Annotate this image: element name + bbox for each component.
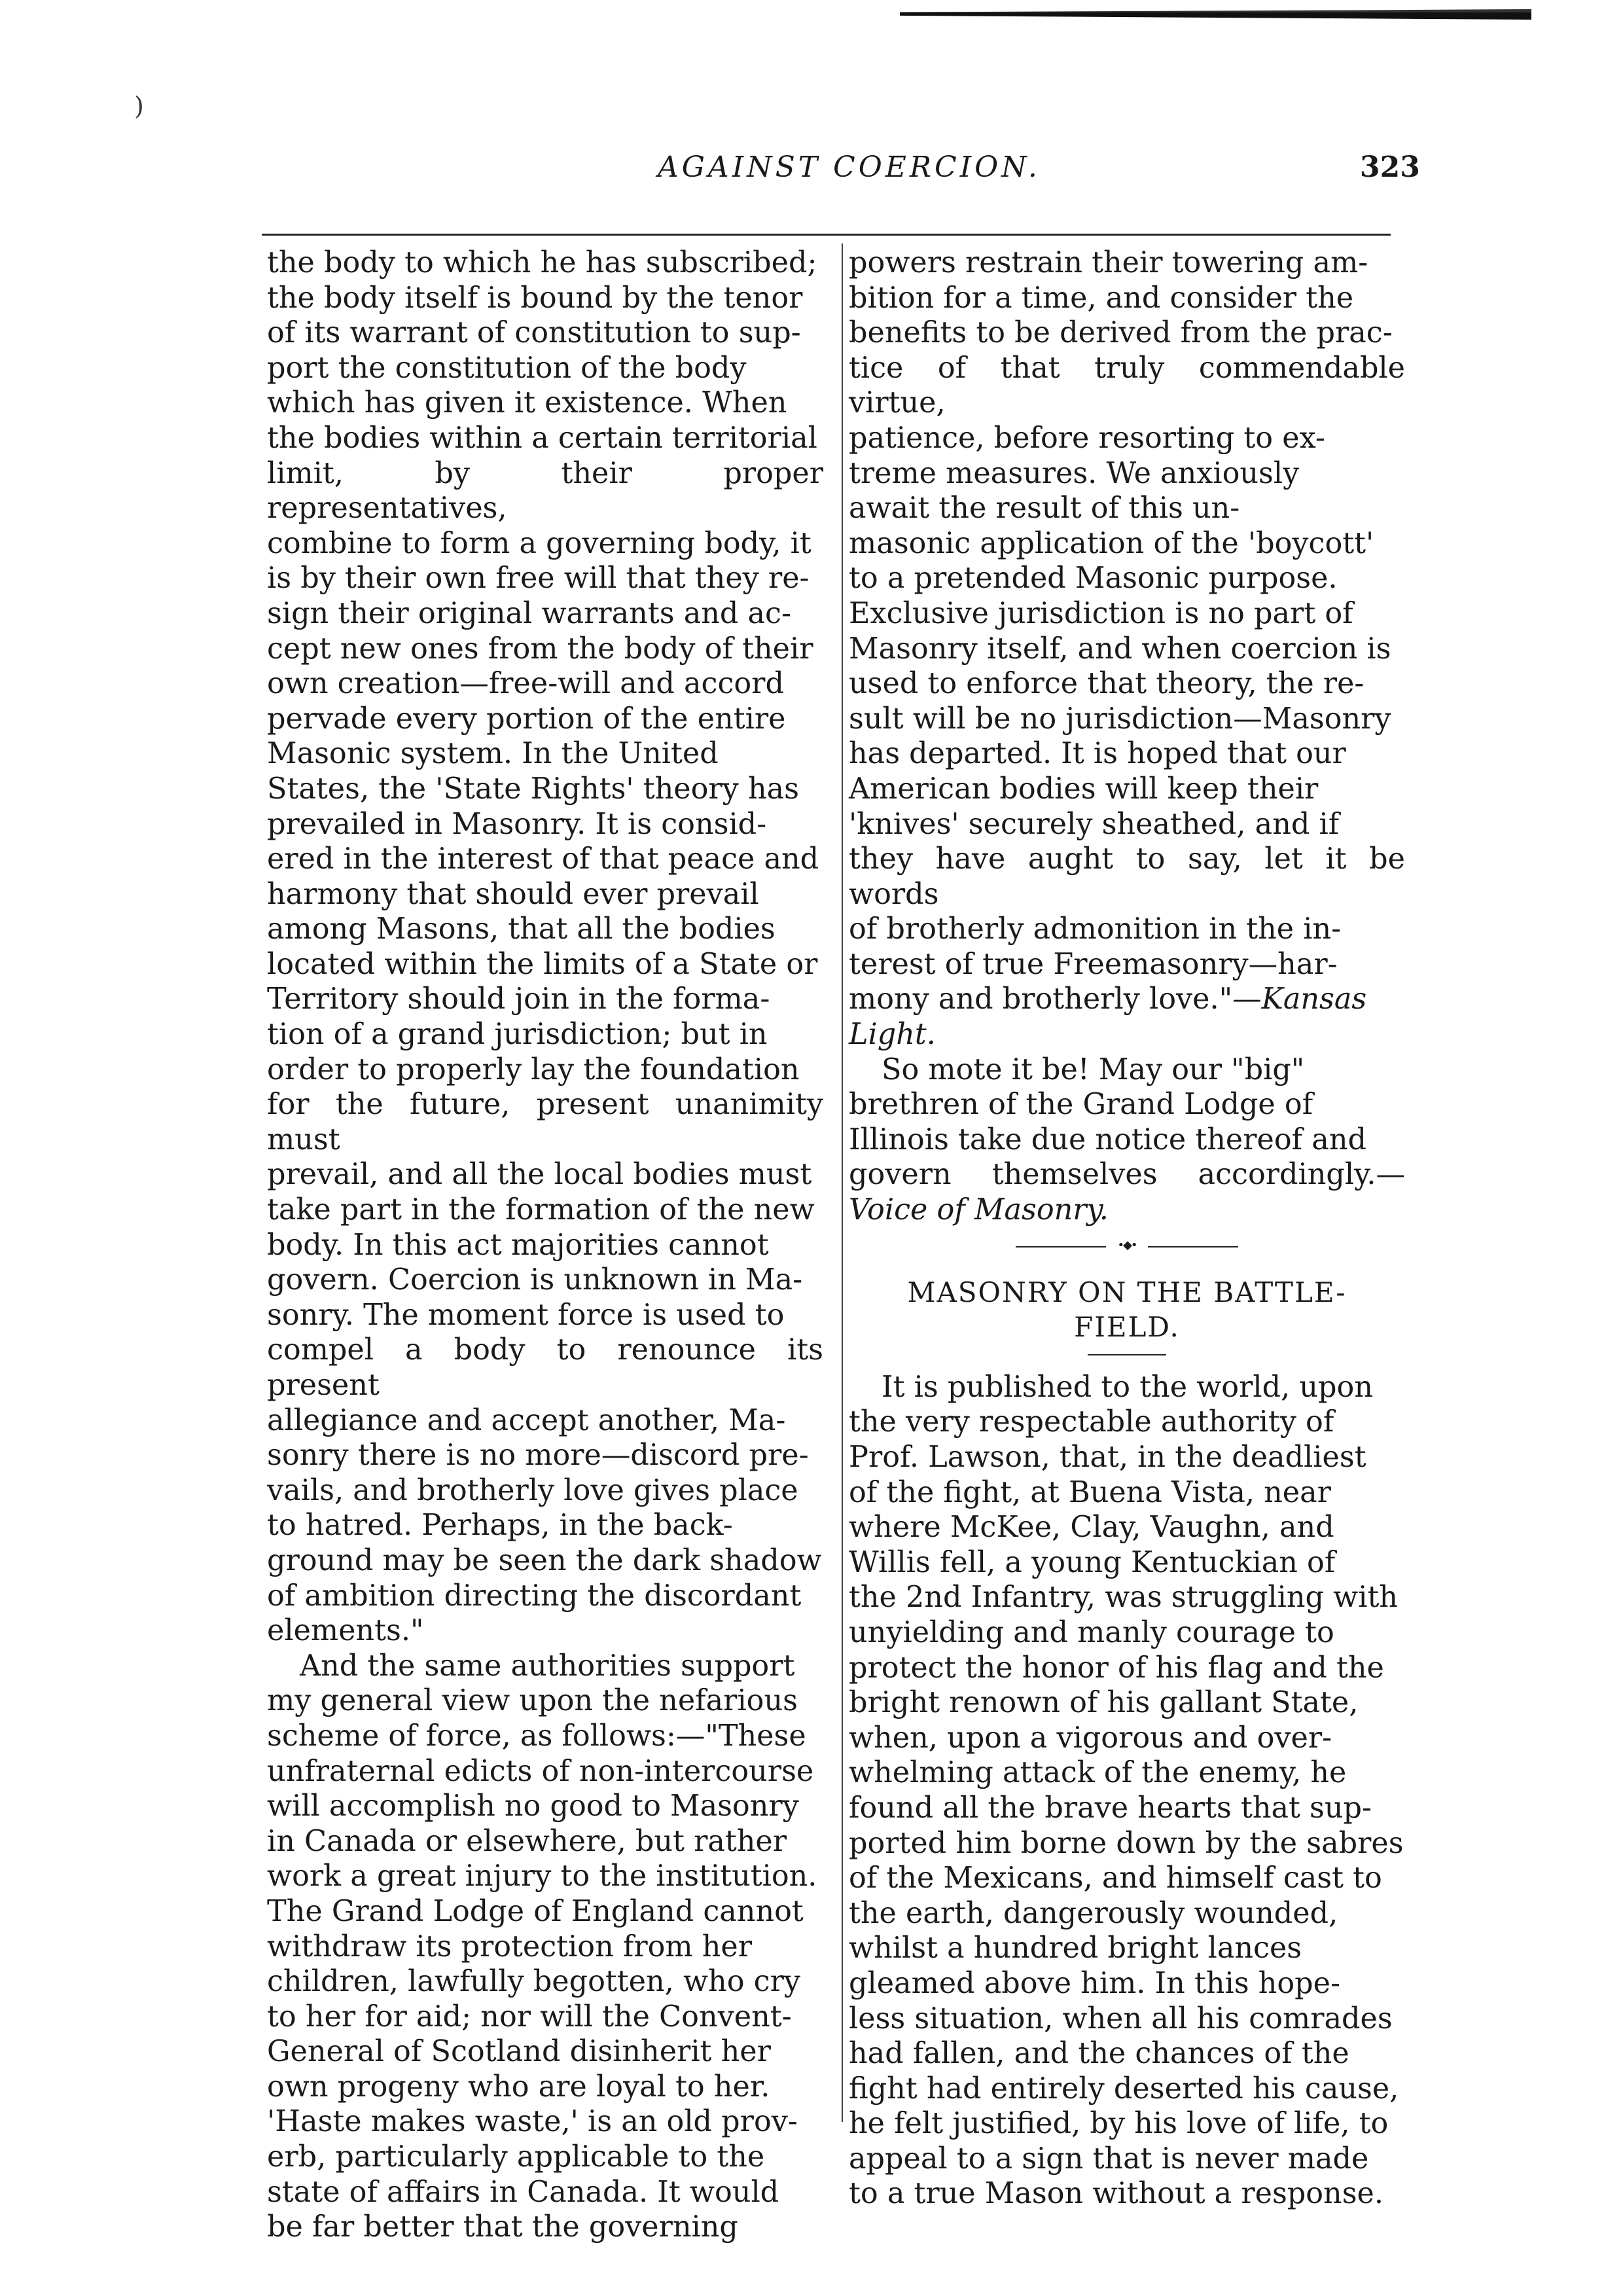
- text-line: he felt justified, by his love of life, to: [849, 2107, 1389, 2141]
- text-line: mony and brotherly love."—: [849, 982, 1262, 1016]
- ornament-mark: •◆•: [1106, 1236, 1148, 1255]
- text-line: take part in the formation of the new: [267, 1193, 815, 1227]
- section-heading-rule: [1088, 1354, 1166, 1355]
- text-line: unfraternal edicts of non-intercourse: [267, 1754, 814, 1788]
- text-line: state of affairs in Canada. It would: [267, 2175, 779, 2209]
- text-line: vails, and brotherly love gives place: [267, 1473, 798, 1507]
- text-line: 'knives' securely sheathed, and if: [849, 807, 1340, 841]
- text-line: to her for aid; nor will the Convent-: [267, 2000, 792, 2034]
- text-line: less situation, when all his comrades: [849, 2001, 1393, 2036]
- text-line: bition for a time, and consider the: [849, 281, 1354, 315]
- text-line: gleamed above him. In this hope-: [849, 1966, 1341, 2000]
- text-line: combine to form a governing body, it: [267, 526, 812, 560]
- left-paragraph-1: [267, 245, 823, 1649]
- text-line: the very respectable authority of: [849, 1405, 1334, 1439]
- text-line: own progeny who are loyal to her.: [267, 2070, 770, 2104]
- text-line: allegiance and accept another, Ma-: [267, 1403, 786, 1437]
- text-line: be far better that the governing: [267, 2210, 738, 2244]
- text-line: had fallen, and the chances of the: [849, 2037, 1349, 2071]
- text-line: withdraw its protection from her: [267, 1929, 753, 1964]
- running-head: [0, 151, 1623, 203]
- text-line: of the fight, at Buena Vista, near: [849, 1475, 1331, 1509]
- text-line: whilst a hundred bright lances: [849, 1931, 1302, 1965]
- text-line: Territory should join in the forma-: [267, 982, 770, 1016]
- text-line: Masonry itself, and when coercion is: [849, 632, 1391, 666]
- text-line: So mote it be! May our "big": [882, 1052, 1305, 1086]
- text-line: The Grand Lodge of England cannot: [267, 1894, 804, 1928]
- text-line: in Canada or elsewhere, but rather: [267, 1824, 787, 1858]
- left-paragraph-2: [267, 1649, 823, 2245]
- text-line: appeal to a sign that is never made: [849, 2142, 1369, 2176]
- text-line: found all the brave hearts that sup-: [849, 1791, 1372, 1825]
- text-line: of the Mexicans, and himself cast to: [849, 1861, 1382, 1895]
- right-paragraph-2-text: [849, 1053, 1405, 1192]
- text-line: sult will be no jurisdiction—Masonry: [849, 702, 1391, 736]
- text-line: elements.": [267, 1614, 424, 1648]
- text-line: own creation—free-will and accord: [267, 667, 784, 701]
- text-line: when, upon a vigorous and over-: [849, 1721, 1332, 1755]
- text-line: to hatred. Perhaps, in the back-: [267, 1509, 733, 1543]
- text-line: brethren of the Grand Lodge of: [849, 1088, 1313, 1122]
- top-border-rule: [900, 9, 1531, 20]
- source-light: Light.: [849, 1018, 936, 1052]
- right-paragraph-1-text: [849, 246, 1405, 1016]
- text-line: ported him borne down by the sabres: [849, 1826, 1404, 1860]
- text-line: Exclusive jurisdiction is no part of: [849, 596, 1353, 630]
- text-line: scheme of force, as follows:—"These: [267, 1719, 806, 1753]
- section-heading-line-1: MASONRY ON THE BATTLE-: [907, 1276, 1347, 1308]
- text-line: is by their own free will that they re-: [267, 562, 810, 596]
- text-line: the earth, dangerously wounded,: [849, 1896, 1338, 1930]
- text-line: body. In this act majorities cannot: [267, 1228, 769, 1262]
- text-line: masonic application of the 'boycott': [849, 526, 1374, 560]
- text-line: States, the 'State Rights' theory has: [267, 772, 799, 806]
- text-line: to a pretended Masonic purpose.: [849, 562, 1338, 596]
- text-line: Willis fell, a young Kentuckian of: [849, 1545, 1336, 1579]
- text-line: limit, by their proper representatives,: [267, 456, 823, 526]
- page-number: 323: [1360, 151, 1420, 184]
- text-line: govern. Coercion is unknown in Ma-: [267, 1263, 803, 1297]
- text-line: bright renown of his gallant State,: [849, 1686, 1359, 1720]
- text-line: of its warrant of constitution to sup-: [267, 316, 801, 350]
- header-rule: [262, 234, 1391, 236]
- text-line: American bodies will keep their: [849, 772, 1319, 806]
- text-line: cept new ones from the body of their: [267, 632, 813, 666]
- text-line: the 2nd Infantry, was struggling with: [849, 1581, 1399, 1615]
- text-line: Illinois take due notice thereof and: [849, 1122, 1366, 1157]
- text-line: to a true Mason without a response.: [849, 2177, 1384, 2211]
- text-line: General of Scotland disinherit her: [267, 2035, 771, 2069]
- text-line: harmony that should ever prevail: [267, 877, 759, 911]
- text-line: children, lawfully begotten, who cry: [267, 1965, 800, 1999]
- text-line: sign their original warrants and ac-: [267, 596, 791, 630]
- text-line: Masonic system. In the United: [267, 737, 719, 771]
- section-heading: [849, 1275, 1405, 1345]
- text-line: the bodies within a certain territorial: [267, 421, 817, 455]
- right-paragraph-2: [849, 1052, 1405, 1228]
- text-line: tion of a grand jurisdiction; but in: [267, 1018, 768, 1052]
- text-line: govern themselves accordingly.—: [849, 1158, 1405, 1192]
- text-line: ground may be seen the dark shadow: [267, 1543, 822, 1577]
- text-line: prevailed in Masonry. It is consid-: [267, 807, 767, 841]
- right-column: [849, 245, 1405, 2212]
- text-line: used to enforce that theory, the re-: [849, 667, 1364, 701]
- text-line: sonry there is no more—discord pre-: [267, 1439, 809, 1473]
- text-line: powers restrain their towering am-: [849, 246, 1368, 279]
- running-title: AGAINST COERCION.: [658, 151, 1041, 184]
- text-line: of ambition directing the discordant: [267, 1579, 802, 1613]
- text-line: the body to which he has subscribed;: [267, 246, 817, 279]
- text-line: ered in the interest of that peace and: [267, 842, 819, 876]
- text-line: port the constitution of the body: [267, 351, 747, 385]
- text-line: among Masons, that all the bodies: [267, 912, 776, 946]
- text-line: prevail, and all the local bodies must: [267, 1158, 812, 1192]
- text-line: compel a body to renounce its present: [267, 1333, 823, 1402]
- left-column: [267, 245, 823, 2245]
- source-voice-of-masonry: Voice of Masonry.: [849, 1193, 1109, 1227]
- text-line: tice of that truly commendable virtue,: [849, 351, 1405, 420]
- text-line: Prof. Lawson, that, in the deadliest: [849, 1441, 1366, 1474]
- text-line: of brotherly admonition in the in-: [849, 912, 1342, 946]
- stray-mark: ): [134, 92, 144, 120]
- text-line: located within the limits of a State or: [267, 947, 818, 981]
- text-line: for the future, present unanimity must: [267, 1088, 823, 1157]
- text-line: work a great injury to the institution.: [267, 1859, 817, 1893]
- right-paragraph-3: [849, 1370, 1405, 2212]
- text-line: And the same authorities support: [300, 1649, 795, 1683]
- text-line: unyielding and manly courage to: [849, 1615, 1334, 1649]
- text-line: my general view upon the nefarious: [267, 1684, 798, 1718]
- text-line: terest of true Freemasonry—har-: [849, 947, 1338, 981]
- text-line: they have aught to say, let it be words: [849, 842, 1405, 911]
- text-line: treme measures. We anxiously: [849, 456, 1300, 490]
- section-heading-line-2: FIELD.: [1074, 1311, 1180, 1344]
- text-line: which has given it existence. When: [267, 386, 787, 420]
- text-line: has departed. It is hoped that our: [849, 737, 1346, 771]
- right-paragraph-1: [849, 245, 1405, 1052]
- text-line: patience, before resorting to ex-: [849, 421, 1325, 455]
- text-line: erb, particularly applicable to the: [267, 2140, 765, 2174]
- section-ornament: [1016, 1238, 1238, 1253]
- text-line: pervade every portion of the entire: [267, 702, 786, 736]
- text-line: will accomplish no good to Masonry: [267, 1789, 799, 1823]
- text-line: It is published to the world, upon: [882, 1370, 1373, 1404]
- text-line: fight had entirely deserted his cause,: [849, 2072, 1399, 2106]
- text-line: sonry. The moment force is used to: [267, 1298, 785, 1332]
- text-line: where McKee, Clay, Vaughn, and: [849, 1511, 1334, 1545]
- text-line: protect the honor of his flag and the: [849, 1651, 1384, 1685]
- source-kansas: Kansas: [1261, 982, 1367, 1016]
- text-line: order to properly lay the foundation: [267, 1052, 800, 1086]
- text-line: the body itself is bound by the tenor: [267, 281, 803, 315]
- text-line: whelming attack of the enemy, he: [849, 1756, 1347, 1790]
- text-line: await the result of this un-: [849, 492, 1240, 526]
- column-divider: [842, 243, 843, 2122]
- text-line: 'Haste makes waste,' is an old prov-: [267, 2105, 798, 2139]
- text-line: benefits to be derived from the prac-: [849, 316, 1393, 350]
